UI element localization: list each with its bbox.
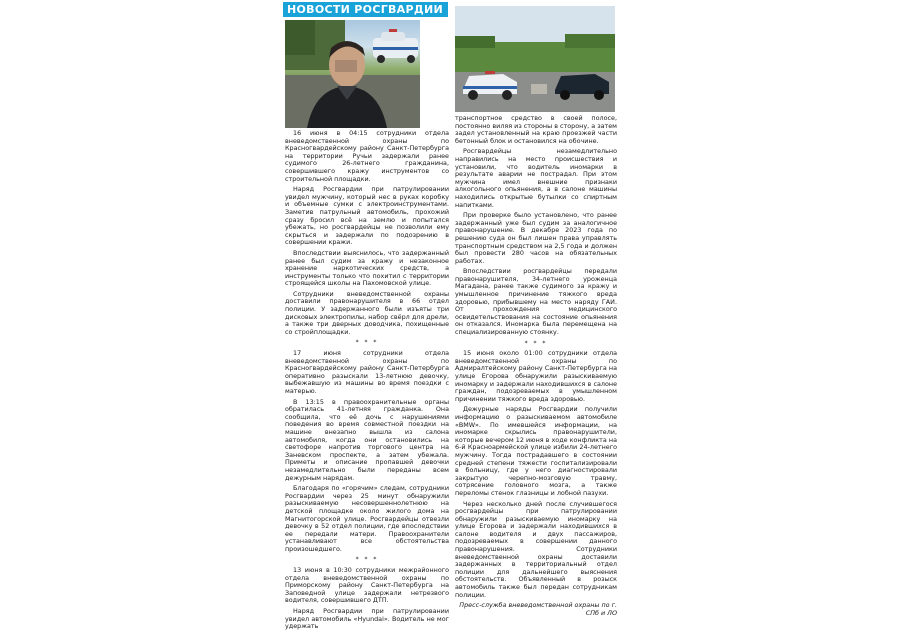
paragraph: Наряд Росгвардии при патрулировании увидел автомобиль «Hyundai». Водитель не мог удержать [285,607,449,631]
paragraph: Дежурные наряды Росгвардии получили информацию о разыскиваемом автомобиле «BMW». По имевшейся информации, на иномарке скрылись правонарушители, которые вечером 12 июня в ходе конфликта на 6-й Красноармейской улице избили 24-летнего мужчину. Тогда пострадавшего в состоянии средней степени тяжести госпитализировали в больницу, где у него диагностировали закрытую черепно-мозговую травму, сотрясение головного мозга, а также переломы стенок глазницы и лобной пазухи. [455,405,617,497]
separator: * * * [355,339,379,347]
paragraph: 16 июня в 04:15 сотрудники отдела вневедомственной охраны по Красногвардейскому району Санкт-Петербурга на территории Ручьи задержали ранее судимого 26-летнего гражданина, совершившего кражу инструментов со строительной площадки. [285,129,449,183]
paragraph: Сотрудники вневедомственной охраны доставили правонарушителя в 66 отдел полиции. У задержанного были изъяты три дисковых электропилы, набор свёрл для дрели, а также три дверных доводчика, похищенные со стройплощадки. [285,289,449,336]
paragraph: 13 июня в 10:30 сотрудники межрайонного отдела вневедомственной охраны по Приморскому району Санкт-Петербурга на Заповедной улице задержали нетрезвого водителя, совершившего ДТП. [285,566,449,605]
separator: * * * [355,556,379,564]
paragraph: 17 июня сотрудники отдела вневедомственной охраны по Красногвардейскому району Санкт-Петербурга оперативно разыскали 13-летнюю девочку, выбежавшую из машины во время поездки с матерью. [285,349,449,395]
paragraph: Через несколько дней после случившегося росгвардейцы при патрулировании обнаружили разыскиваемую иномарку на улице Егорова и задержали находившихся в салоне водителя и двух пассажиров, подозреваемых в совершении данного правонарушения. Сотрудники вневедомственной охраны доставили задержанных в территориальный отдел полиции для дальнейшего выяснения обстоятельств. Объявленный в розыск автомобиль также был передан сотрудникам полиции. [455,499,617,599]
article-column-left [285,130,449,634]
separator: * * * [524,339,548,347]
article-column-right [455,115,617,620]
paragraph: Наряд Росгвардии при патрулировании увидел мужчину, который нес в руках коробку и объемные сумки с электроинструментами. Заметив патрульный автомобиль, прохожий сразу бросил всё на землю и попытался убежать, но росгвардейцы не позволили ему скрыться и задержали по подозрению в совершении кражи. [285,185,449,247]
paragraph: транспортное средство в своей полосе, постоянно виляя из стороны в сторону, а затем задел установленный на краю проезжей части бетонный блок и остановился на обочине. [455,114,617,145]
photo-crashed-car-image [455,6,615,112]
paragraph: Впоследствии росгвардейцы передали правонарушителя, 34-летнего уроженца Магадана, ранее также судимого за кражу и умышленное причинение тяжкого вреда здоровью, прибывшему на место наряду ГАИ. От прохождения медицинского освидетельствования на состояние опьянения он отказался. Иномарка была перемещена на специализированную стоянку. [455,267,617,337]
paragraph: В 13:15 в правоохранительные органы обратилась 41-летняя гражданка. Она сообщила, что её дочь с нарушениями поведения во время совместной поездки на машине внезапно вышла из салона автомобиля, когда они остановились на светофоре напротив торгового центра на Заневском проспекте, а затем убежала. Приметы и описание пропавшей девочки незамедлительно были переданы всем дежурным нарядам. [285,397,449,482]
press-signature: Пресс-служба вневедомственной охраны по г. СПб и ЛО [459,601,617,617]
newspaper-page [283,2,619,631]
paragraph: Впоследствии выяснилось, что задержанный ранее был судим за кражу и незаконное хранение наркотических средств, а инструменты только что похитил с территории строящейся школы на Пахомовской улице. [285,248,449,288]
paragraph: 15 июня около 01:00 сотрудники отдела вневедомственной охраны по Адмиралтейскому району Санкт-Петербурга на улице Егорова обнаружили разыскиваемую иномарку и задержали находившихся в салоне граждан, подозреваемых в умышленном причинении тяжкого вреда здоровью. [455,349,617,403]
section-header: НОВОСТИ РОСГВАРДИИ [283,2,448,17]
paragraph: Благодаря по «горячим» следам, сотрудники Росгвардии через 25 минут обнаружили разыскиваемую несовершеннолетнюю на детской площадке около жилого дома на Магнитогорской улице. Росгвардейцы отвезли девочку в 52 отдел полиции, где впоследствии ее передали матери. Правоохранители устанавливают все обстоятельства произошедшего. [285,484,449,553]
photo-crashed-car [455,6,615,112]
photo-detained-man-image [285,20,420,128]
photo-detained-man [285,20,420,128]
paragraph: При проверке было установлено, что ранее задержанный уже был судим за аналогичное правонарушение. В декабре 2023 года по решению суда он был лишен права управлять транспортным средством на 2,5 года и должен был провести 280 часов на обязательных работах. [455,211,617,265]
paragraph: Росгвардейцы незамедлительно направились на место происшествия и установили, что водитель иномарки в результате аварии не пострадал. При этом мужчина имел внешние признаки алкогольного опьянения, а в салоне машины находились открытые бутылки со спиртным напитками. [455,147,617,209]
